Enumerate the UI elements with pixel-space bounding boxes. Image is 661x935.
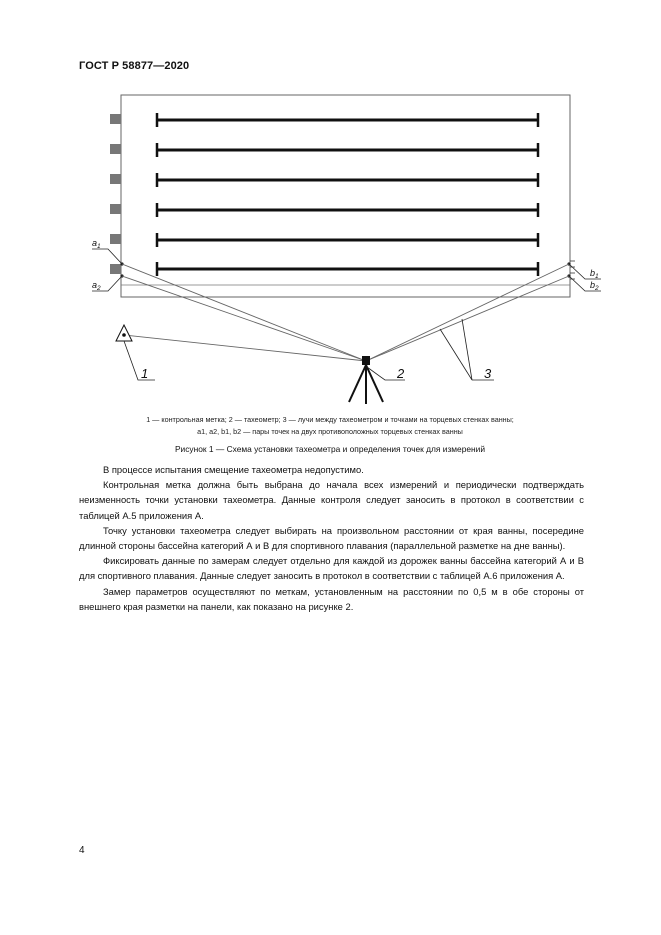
lane-line bbox=[157, 203, 538, 217]
ray-b1 bbox=[366, 264, 569, 361]
lane-markings bbox=[157, 113, 538, 276]
paragraph: Контрольная метка должна быть выбрана до начала всех измерений и периодически подтверждать неизменность точки установки тахеометра. Данные контроля следует заносить в протокол в соответствии с таблицей А.5 приложения А. bbox=[79, 479, 584, 521]
label-a2: $a_2$ bbox=[92, 280, 101, 292]
callout-3: 3 bbox=[484, 366, 492, 381]
starting-block bbox=[110, 264, 121, 274]
document-header: ГОСТ Р 58877—2020 bbox=[79, 60, 190, 72]
measurement-rays bbox=[122, 264, 569, 361]
wall-ticks bbox=[570, 261, 575, 279]
body-text bbox=[79, 462, 584, 614]
label-b2: $b_2$ bbox=[590, 280, 599, 292]
ray-a1 bbox=[122, 264, 366, 361]
lane-line bbox=[157, 113, 538, 127]
starting-block bbox=[110, 174, 121, 184]
lane-line bbox=[157, 233, 538, 247]
lane-line bbox=[157, 173, 538, 187]
callout-2: 2 bbox=[397, 366, 405, 381]
figure-title: Рисунок 1 — Схема установки тахеометра и определения точек для измерений bbox=[174, 444, 486, 454]
starting-block bbox=[110, 204, 121, 214]
starting-block bbox=[110, 144, 121, 154]
control-mark-icon bbox=[116, 325, 132, 341]
pool-diagram bbox=[0, 0, 661, 410]
total-station-icon bbox=[349, 356, 383, 404]
label-a1: $a_1$ bbox=[92, 238, 101, 250]
starting-block bbox=[110, 114, 121, 124]
pool-outline bbox=[121, 95, 570, 297]
paragraph: В процессе испытания смещение тахеометра недопустимо. bbox=[103, 464, 364, 475]
lane-line bbox=[157, 262, 538, 276]
page-number: 4 bbox=[79, 845, 85, 856]
starting-blocks bbox=[110, 114, 121, 274]
paragraph: Замер параметров осуществляют по меткам, установленным на расстоянии по 0,5 м в обе стороны от внешнего края разметки на панели, как показано на рисунке 2. bbox=[79, 585, 584, 612]
ray-b2 bbox=[366, 276, 569, 361]
paragraph: Фиксировать данные по замерам следует отдельно для каждой из дорожек ванны бассейна категорий А и В для спортивного плавания. Данные следует заносить в протокол в соответствии с таблицей А.6 приложения А. bbox=[79, 555, 584, 582]
figure-legend-line-2: a1, a2, b1, b2 — пары точек на двух противоположных торцевых стенках ванны bbox=[197, 427, 463, 436]
figure-legend-line-1: 1 — контрольная метка; 2 — тахеометр; 3 — лучи между тахеометром и точками на торцевых стенках ванны; bbox=[146, 415, 514, 424]
callout-1: 1 bbox=[141, 366, 149, 381]
label-b1: $b_1$ bbox=[590, 268, 599, 280]
starting-block bbox=[110, 234, 121, 244]
lane-line bbox=[157, 143, 538, 157]
paragraph: Точку установки тахеометра следует выбирать на произвольном расстоянии от края ванны, посередине длинной стороны бассейна категорий А и В для спортивного плавания (параллельной разметке на дне ванны). bbox=[79, 524, 584, 552]
